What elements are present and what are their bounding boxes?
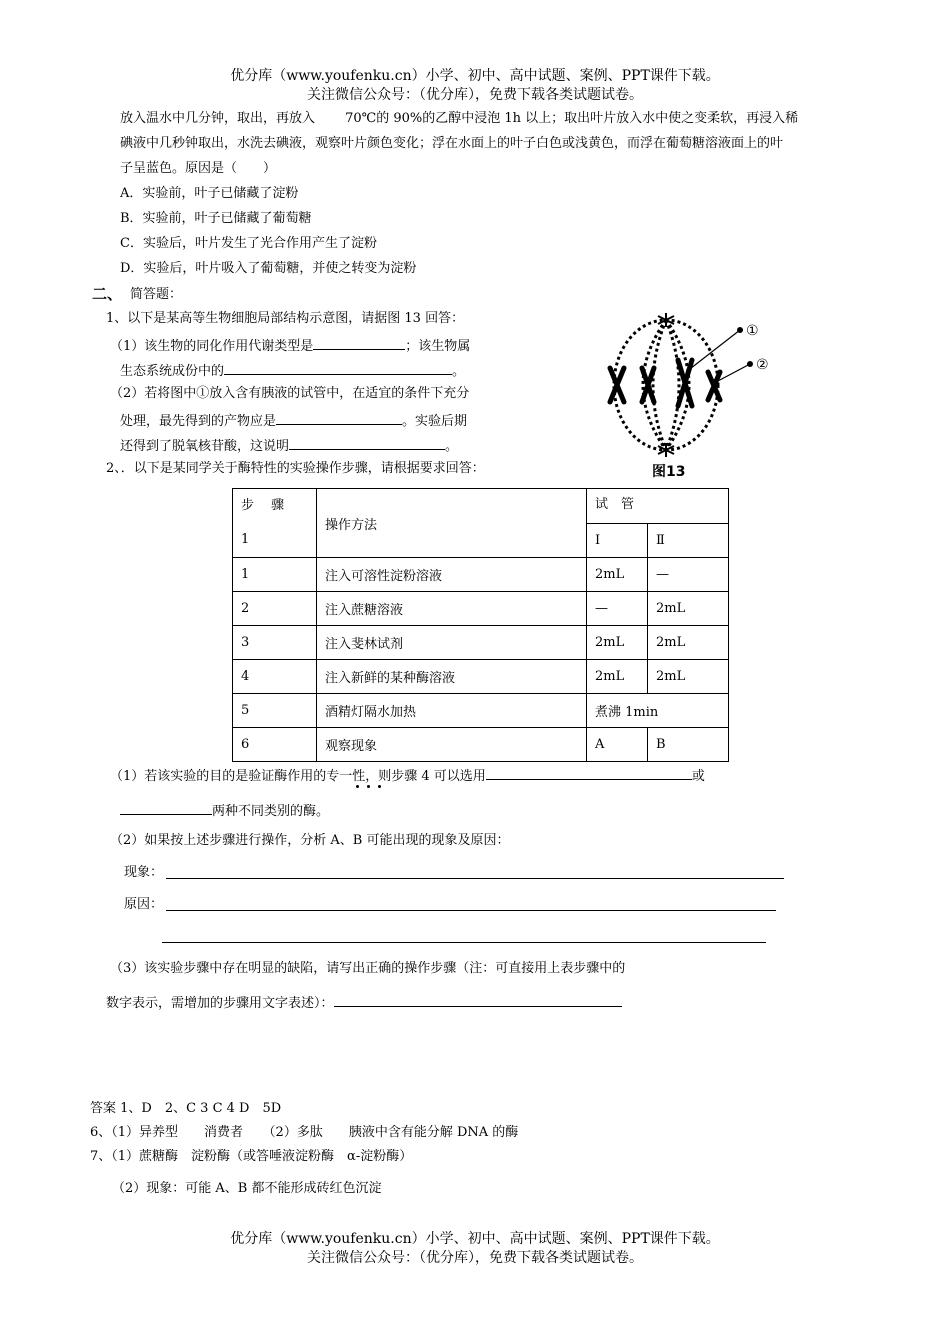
section-number: 二、	[92, 285, 123, 303]
q5-text-line2: 碘液中几秒钟取出，水洗去碘液，观察叶片颜色变化；浮在水面上的叶子白色或浅黄色，而浮在葡萄糖溶液面上的叶	[120, 136, 784, 151]
q1-intro: 1、以下是某高等生物细胞局部结构示意图，请据图 13 回答：	[106, 311, 465, 326]
row-method: 注入可溶性淀粉溶液	[317, 558, 587, 592]
q2-sub1-line2	[120, 800, 329, 821]
table-row	[233, 660, 729, 694]
q1-conclusion-blank[interactable]	[289, 435, 445, 450]
row-tube-1: A	[587, 728, 648, 762]
answers-line4: （2）现象：可能 A、B 都不能形成砖红色沉淀	[112, 1181, 382, 1196]
table-header-step	[233, 489, 317, 558]
q5-option-c: C．实验后，叶片发生了光合作用产生了淀粉	[120, 236, 377, 251]
enzyme-choice-blank-2[interactable]	[120, 800, 212, 815]
row-method: 酒精灯隔水加热	[317, 694, 587, 728]
reason-label: 原因：	[124, 897, 164, 912]
q1-part2-text-c: 。实验后期	[402, 414, 468, 429]
experiment-table	[232, 488, 729, 762]
correct-steps-blank[interactable]	[334, 992, 622, 1007]
row-step: 1	[233, 558, 317, 592]
q1-product-blank[interactable]	[276, 410, 402, 425]
figure-label-1: ①	[746, 323, 759, 339]
q1-part1-line2	[120, 360, 465, 381]
reason-answer-line-2[interactable]	[162, 942, 766, 943]
page-footer-line2: 关注微信公众号：（优分库），免费下载各类试题试卷。	[307, 1250, 643, 1266]
figure-13-cell-diagram	[600, 310, 780, 480]
table-row	[233, 694, 729, 728]
table-header-step-label: 步 骤	[241, 498, 285, 513]
page-footer-line1: 优分库（www.youfenku.cn）小学、初中、高中试题、案例、PPT课件下载。	[230, 1231, 720, 1247]
figure-label-2: ②	[756, 357, 769, 373]
q5-text-line1: 放入温水中几分钟，取出，再放入 70℃的 90%的乙醇中浸泡 1h 以上；取出叶片放入水中使之变柔软，再浸入稀	[120, 111, 799, 126]
row-step: 2	[233, 592, 317, 626]
q1-part2-line3	[120, 435, 458, 456]
q2-sub1-text-b: 两种不同类别的酶。	[212, 804, 330, 819]
enzyme-choice-blank-1[interactable]	[486, 765, 692, 780]
spindle-fibers	[614, 320, 718, 450]
row-tube-2: 2mL	[648, 660, 729, 694]
phenomenon-label: 现象：	[124, 865, 164, 880]
table-header-tube: 试 管	[587, 489, 729, 524]
phenomenon-answer-line[interactable]	[166, 878, 784, 879]
q1-part2-text-b: 处理，最先得到的产物应是	[120, 414, 277, 429]
table-row	[233, 592, 729, 626]
table-row	[233, 626, 729, 660]
q1-part2-line1: （2）若将图中①放入含有胰液的试管中，在适宜的条件下充分	[110, 386, 470, 401]
q2-intro: 2、．以下是某同学关于酶特性的实验操作步骤，请根据要求回答：	[106, 461, 485, 476]
q5-option-a: A．实验前，叶子已储藏了淀粉	[120, 186, 299, 201]
table-row	[233, 558, 729, 592]
row-tube-2: 2mL	[648, 592, 729, 626]
q1-part1-text-a: （1）该生物的同化作用代谢类型是	[110, 339, 314, 354]
row-tube-1: 2mL	[587, 558, 648, 592]
q2-sub1-text: （1）若该实验的目的是验证酶作用的专一性，则步骤 4 可以选用	[110, 769, 486, 784]
table-header-tube-2: Ⅱ	[648, 523, 729, 558]
q1-part2-line2	[120, 410, 467, 431]
reason-answer-line-1[interactable]	[166, 910, 776, 911]
q1-metabolism-blank[interactable]	[313, 335, 405, 350]
answers-line2: 6、（1）异养型 消费者 （2）多肽 胰液中含有能分解 DNA 的酶	[90, 1125, 519, 1140]
row-step: 5	[233, 694, 317, 728]
row-step: 3	[233, 626, 317, 660]
q2-sub3-text-b: 数字表示，需增加的步骤用文字表述）：	[106, 996, 334, 1011]
q1-part2-end: 。	[445, 439, 459, 454]
page-header-line1: 优分库（www.youfenku.cn）小学、初中、高中试题、案例、PPT课件下载。	[230, 68, 720, 84]
row-step: 4	[233, 660, 317, 694]
q2-sub1-line1	[110, 765, 705, 786]
row-tube-2: 2mL	[648, 626, 729, 660]
answers-line1: 答案 1、D 2、C 3 C 4 D 5D	[90, 1101, 282, 1116]
q1-part1-text-c: 生态系统成份中的	[120, 364, 225, 379]
row-method: 注入新鲜的某种酶溶液	[317, 660, 587, 694]
row-method: 注入斐林试剂	[317, 626, 587, 660]
row-method: 注入蔗糖溶液	[317, 592, 587, 626]
row-tube-1: 2mL	[587, 660, 648, 694]
row-tube-2: B	[648, 728, 729, 762]
q1-part1-end: 。	[452, 364, 466, 379]
chromosomes	[610, 360, 720, 406]
q2-sub3-line1: （3）该实验步骤中存在明显的缺陷，请写出正确的操作步骤（注：可直接用上表步骤中的	[110, 961, 626, 976]
section-title: 简答题：	[130, 287, 183, 302]
q1-part2-text-d: 还得到了脱氧核苷酸，这说明	[120, 439, 290, 454]
q2-sub1-or: 或	[691, 769, 705, 784]
table-row	[233, 728, 729, 762]
table-header-tube-1: Ⅰ	[587, 523, 648, 558]
emphasis-dots	[356, 785, 382, 789]
row-tube-1: 2mL	[587, 626, 648, 660]
q2-sub3-line2	[106, 992, 622, 1013]
row-method: 观察现象	[317, 728, 587, 762]
row-tube-2: —	[648, 558, 729, 592]
q1-part1-line1	[110, 335, 470, 356]
q5-option-b: B．实验前，叶子已储藏了葡萄糖	[120, 211, 312, 226]
row-tube-merged: 煮沸 1min	[587, 694, 729, 728]
figure-caption: 图13	[652, 464, 686, 480]
q2-sub2: （2）如果按上述步骤进行操作，分析 A、B 可能出现的现象及原因：	[110, 833, 510, 848]
table-header-step-num: 1	[241, 532, 250, 547]
row-tube-1: —	[587, 592, 648, 626]
row-step: 6	[233, 728, 317, 762]
q5-text-line3: 子呈蓝色。原因是（ ）	[120, 161, 277, 176]
q1-ecosystem-blank[interactable]	[224, 360, 452, 375]
page-header-line2: 关注微信公众号：（优分库），免费下载各类试题试卷。	[307, 87, 643, 103]
answers-line3: 7、（1）蔗糖酶 淀粉酶（或答唾液淀粉酶 α-淀粉酶）	[90, 1149, 413, 1164]
table-header-method: 操作方法	[317, 489, 587, 558]
q1-part1-text-b: ；该生物属	[405, 339, 471, 354]
q5-option-d: D．实验后，叶片吸入了葡萄糖，并使之转变为淀粉	[120, 261, 417, 276]
